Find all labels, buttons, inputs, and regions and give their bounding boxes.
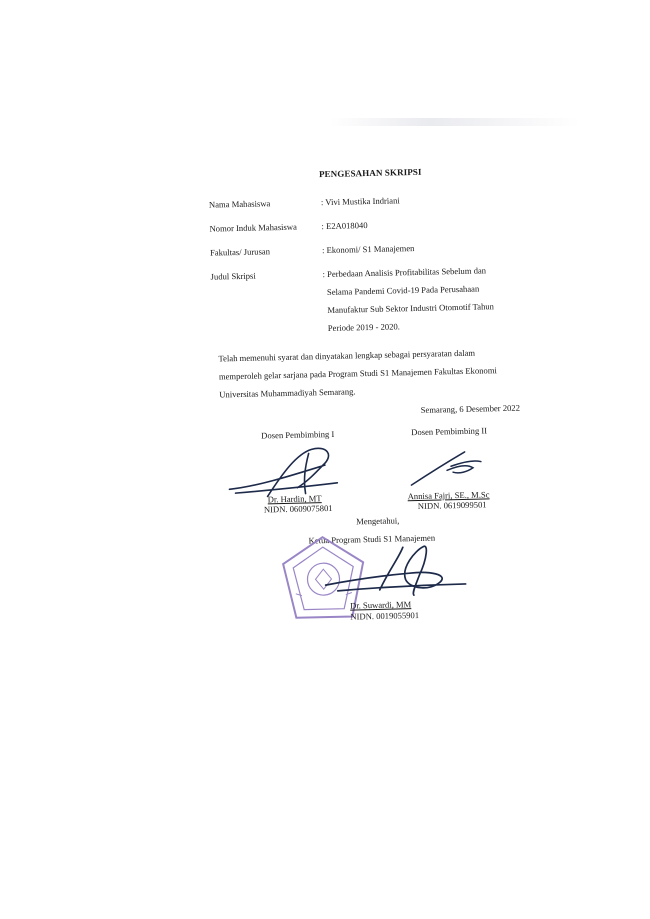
place-date: Semarang, 6 Desember 2022 [420, 402, 521, 415]
field-label-name: Nama Mahasiswa [208, 198, 271, 210]
thesis-title-line-4: Periode 2019 - 2020. [327, 321, 400, 333]
statement-line-2: memperoleh gelar sarjana pada Program Studi S1 Manajemen Fakultas Ekonomi [218, 365, 497, 382]
field-label-nim: Nomor Induk Mahasiswa [209, 221, 297, 234]
acknowledged-label: Mengetahui, [356, 515, 400, 527]
approval-document [200, 156, 551, 634]
field-label-thesis-title: Judul Skripsi [210, 270, 256, 282]
field-value-nim: : E2A018040 [321, 220, 368, 232]
field-value-thesis-title: : Perbedaan Analisis Profitabilitas Sebelum dan [322, 265, 487, 280]
supervisor2-role: Dosen Pembimbing II [411, 425, 488, 438]
thesis-title-line-2: Selama Pandemi Covid-19 Pada Perusahaan [326, 283, 480, 298]
head-role: Ketua Program Studi S1 Manajemen [308, 532, 436, 546]
head-signature [319, 538, 470, 601]
statement-line-1: Telah memenuhi syarat dan dinyatakan lengkap sebagai persyaratan dalam [218, 347, 476, 364]
field-label-faculty: Fakultas/ Jurusan [209, 246, 271, 258]
statement-line-3: Universitas Muhammadiyah Semarang. [219, 386, 356, 400]
head-name: Dr. Suwardi, MM [349, 599, 412, 611]
supervisor2-name: Annisa Fajri, SE., M.Sc [407, 489, 490, 502]
supervisor2-nidn: NIDN. 0619099501 [417, 499, 487, 512]
scan-artifact [330, 118, 580, 126]
head-nidn: NIDN. 0019055901 [350, 610, 420, 622]
supervisor1-name: Dr. Hardin, MT [267, 493, 322, 505]
thesis-title-line-3: Manufaktur Sub Sektor Industri Otomotif Tahun [327, 301, 495, 316]
supervisor2-signature [407, 447, 488, 489]
field-value-name: : Vivi Mustika Indriani [320, 195, 400, 208]
document-title: PENGESAHAN SKRIPSI [318, 166, 422, 180]
supervisor1-nidn: NIDN. 0609075801 [263, 502, 333, 515]
field-value-faculty: : Ekonomi/ S1 Manajemen [321, 243, 415, 256]
supervisor1-role: Dosen Pembimbing I [261, 428, 335, 441]
